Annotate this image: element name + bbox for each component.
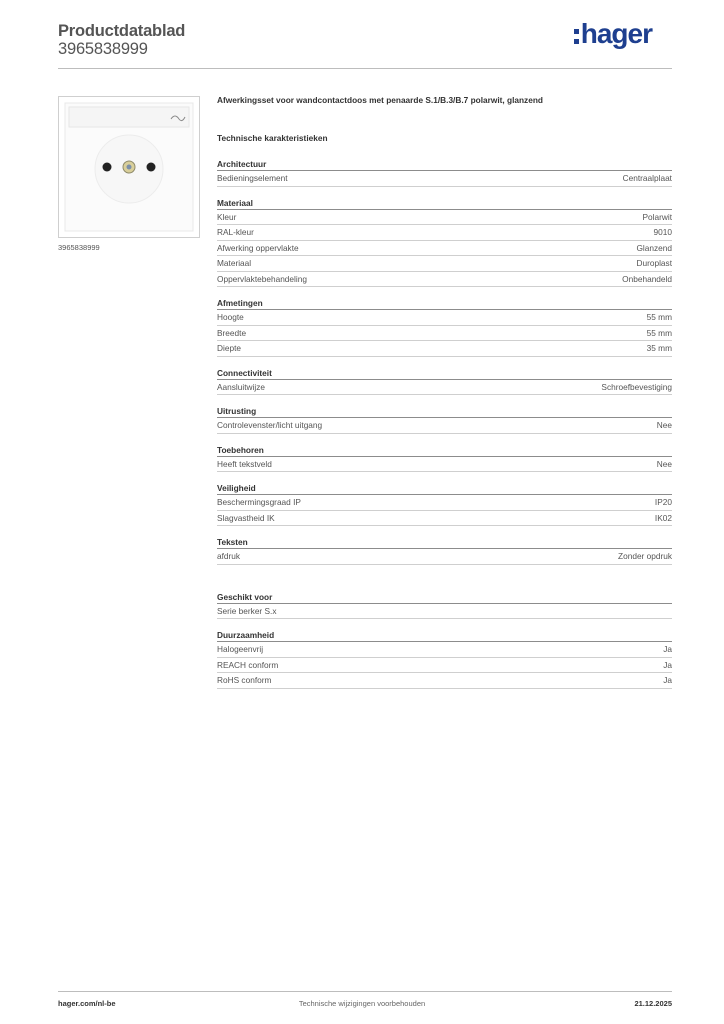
footer-website: hager.com/nl-be [58,999,116,1008]
spec-label: Heeft tekstveld [217,458,272,469]
section-title: Toebehoren [217,444,672,457]
spec-row [217,225,672,241]
footer-disclaimer: Technische wijzigingen voorbehouden [298,999,426,1008]
spec-value: Zonder opdruk [618,551,672,561]
spec-row [217,272,672,288]
section-title: Materiaal [217,197,672,210]
spec-label: Materiaal [217,258,252,268]
product-image [58,96,200,238]
spec-label: Serie berker S.x [217,605,277,616]
spec-section [217,158,672,187]
spec-label: Controlevenster/licht uitgang [217,420,323,430]
socket-cover-icon [59,97,199,237]
footer-divider [58,991,672,992]
spec-label: REACH conform [217,659,279,670]
product-number: 3965838999 [58,40,148,58]
spec-row [217,673,672,689]
hager-logo [574,18,652,50]
spec-section [217,405,672,434]
spec-label: Kleur [217,211,237,222]
spec-content [217,95,672,699]
spec-section [217,367,672,396]
spec-row [217,418,672,434]
spec-row [217,658,672,674]
spec-value: Ja [663,675,672,685]
spec-section [217,297,672,357]
spec-sections [217,158,672,689]
spec-value: Centraalplaat [622,173,672,183]
spec-value: Ja [663,659,672,670]
spec-row [217,241,672,257]
logo-text: hager [580,18,652,49]
spec-label: afdruk [217,551,241,561]
spec-value: IK02 [654,512,672,523]
spec-section [217,591,672,620]
product-description: Afwerkingsset voor wandcontactdoos met penaarde S.1/B.3/B.7 polarwit, glanzend [217,95,543,105]
spec-label: Afwerking oppervlakte [217,242,299,253]
spec-label: Diepte [217,343,241,353]
spec-label: Breedte [217,327,247,338]
spec-row [217,457,672,473]
spec-section [217,629,672,689]
spec-value: Glanzend [636,242,672,253]
spec-row [217,210,672,226]
header-divider [58,68,672,69]
spec-row [217,604,672,620]
logo-dots-icon [574,29,579,44]
spec-label: Bedieningselement [217,173,288,183]
spec-value: 55 mm [646,312,672,322]
spec-value: 9010 [653,227,672,237]
spec-label: RAL-kleur [217,227,254,237]
section-title: Duurzaamheid [217,629,672,642]
spec-label: RoHS conform [217,675,272,685]
spec-value: Onbehandeld [622,273,672,284]
section-title: Uitrusting [217,405,672,418]
spec-row [217,326,672,342]
spec-row [217,256,672,272]
spec-label: Halogeenvrij [217,644,264,654]
spec-row [217,549,672,565]
spec-value: Schroefbevestiging [601,381,672,392]
section-title: Veiligheid [217,482,672,495]
page-title: Productdatablad [58,22,186,40]
spec-label: Oppervlaktebehandeling [217,273,307,284]
spec-value: Ja [663,644,672,654]
spec-label: Hoogte [217,312,244,322]
spec-row [217,642,672,658]
image-caption: 3965838999 [58,243,100,252]
page-header [58,20,672,68]
section-title: Connectiviteit [217,367,672,380]
section-title: Architectuur [217,158,672,171]
section-title: Teksten [217,536,672,549]
spec-row [217,171,672,187]
spec-value: IP20 [654,497,672,507]
spec-label: Beschermingsgraad IP [217,497,301,507]
spec-section [217,197,672,288]
spec-label: Slagvastheid IK [217,512,275,523]
spec-value: Nee [656,458,672,469]
spec-value: 55 mm [646,327,672,338]
spec-section [217,536,672,565]
spec-label: Aansluitwijze [217,381,265,392]
spec-value: Polarwit [642,211,672,222]
spec-row [217,310,672,326]
spec-row [217,380,672,396]
spec-section [217,444,672,473]
spec-row [217,341,672,357]
spec-value: 35 mm [646,343,672,353]
spec-row [217,511,672,527]
section-title: Geschikt voor [217,591,672,604]
footer-date: 21.12.2025 [634,999,672,1008]
spec-value: Nee [656,420,672,430]
spec-section [217,482,672,526]
section-title: Afmetingen [217,297,672,310]
tech-heading: Technische karakteristieken [217,133,328,143]
spec-row [217,495,672,511]
spec-value: Duroplast [636,258,672,268]
